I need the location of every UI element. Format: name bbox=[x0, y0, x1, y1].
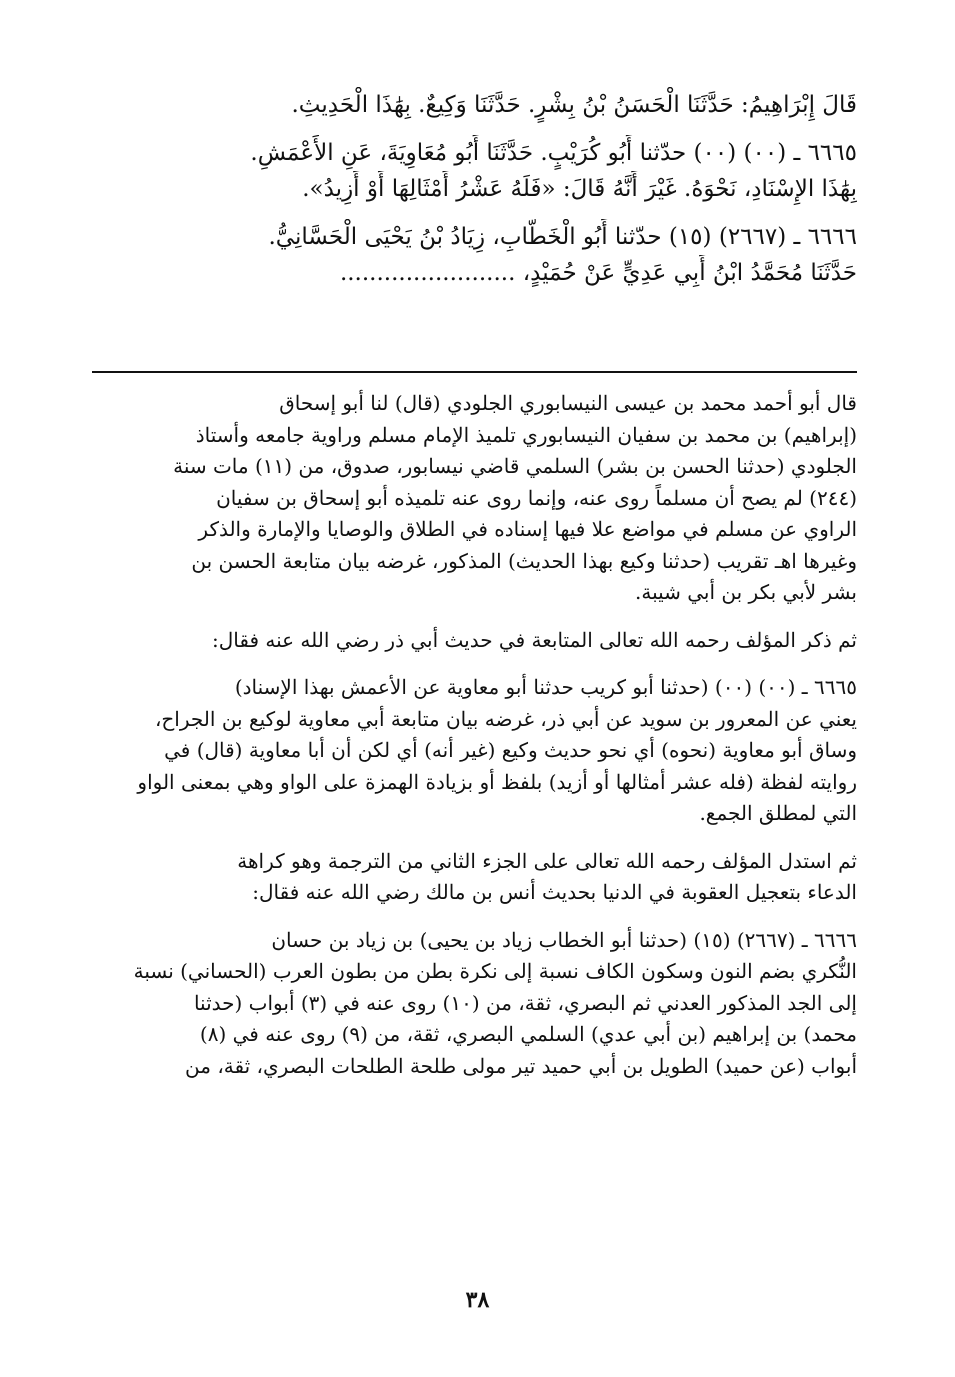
commentary-line: ثم ذكر المؤلف رحمه الله تعالى المتابعة في حديث أبي ذر رضي الله عنه فقال: bbox=[211, 627, 857, 652]
commentary-line: وساق أبو معاوية (نحوه) أي نحو حديث وكيع (غير أنه) أي لكن أن أبا معاوية (قال) في bbox=[164, 738, 857, 762]
commentary-line: الراوي عن مسلم في مواضع علا فيها إسناده في الطلاق والوصايا والإمارة والذكر bbox=[198, 517, 857, 541]
commentary-line: الجلودي (حدثنا الحسن بن بشر) السلمي قاضي نيسابور، صدوق، من (١١) مات سنة bbox=[173, 454, 857, 478]
main-text-line: ٦٦٦٥ ـ (٠٠) (٠٠) حدّثنا أَبُو كُرَيْبٍ. حَدَّثَنَا أَبُو مُعَاوِيَةَ، عَنِ الأَعْمَشِ. bbox=[250, 140, 857, 166]
commentary-line: (٢٤٤) لم يصح أن مسلماً روى عنه، وإنما روى عنه تلميذه أبو إسحاق بن سفيان bbox=[216, 485, 857, 510]
commentary-line: التي لمطلق الجمع. bbox=[699, 801, 857, 825]
commentary-text bbox=[92, 388, 857, 1082]
main-text-line: حَدَّثَنَا مُحَمَّدُ ابْنُ أَبِي عَدِيٍّ عَنْ حُمَيْدٍ، ........................ bbox=[339, 260, 857, 286]
main-text-line: ٦٦٦٦ ـ (٢٦٦٧) (١٥) حدّثنا أَبُو الْخَطَّابِ، زِيَادُ بْنُ يَحْيَى الْحَسَّانِيُّ. bbox=[268, 224, 857, 250]
commentary-line: بشر لأبي بكر بن أبي شيبة. bbox=[634, 580, 857, 604]
commentary-line: ٦٦٦٦ ـ (٢٦٦٧) (١٥) (حدثنا أبو الخطاب زياد بن يحيى) بن زياد بن حسان bbox=[271, 927, 857, 952]
section-divider bbox=[92, 371, 857, 373]
hadith-main-text bbox=[92, 87, 857, 291]
commentary-line: يعني عن المعرور بن سويد عن أبي ذر، غرضه بيان متابعة أبي معاوية لوكيع بن الجراح، bbox=[154, 706, 857, 731]
commentary-line: قال أبو أحمد محمد بن عيسى النيسابوري الجلودي (قال) لنا أبو إسحاق bbox=[279, 391, 857, 415]
commentary-line: وغيرها اهـ تقريب (حدثنا وكيع بهذا الحديث) المذكور، غرضه بيان متابعة الحسن بن bbox=[191, 548, 857, 573]
commentary-line: أبواب (عن حميد) الطويل بن أبي حميد تير مولى طلحة الطلحات البصري، ثقة، من bbox=[185, 1053, 857, 1078]
commentary-line: الدعاء بتعجيل العقوبة في الدنيا بحديث أنس بن مالك رضي الله عنه فقال: bbox=[252, 880, 857, 904]
commentary-line: ٦٦٦٥ ـ (٠٠) (٠٠) (حدثنا أبو كريب حدثنا أبو معاوية عن الأعمش بهذا الإسناد) bbox=[234, 675, 857, 699]
main-text-line: قَالَ إِبْرَاهِيمُ: حَدَّثَنَا الْحَسَنُ بْنُ بِشْرٍ. حَدَّثَنَا وَكِيعٌ. بِهَٰذَا الْحَدِيثِ. bbox=[291, 92, 857, 118]
main-text-line: بِهَٰذَا الإِسْنَادِ، نَحْوَهُ. غَيْرَ أَنَّهُ قَالَ: «فَلَهُ عَشْرُ أَمْثَالِهَا أَوْ أَزِيدُ». bbox=[302, 176, 857, 202]
page-number: ٣٨ bbox=[465, 1287, 490, 1313]
commentary-line: ثم استدل المؤلف رحمه الله تعالى على الجزء الثاني من الترجمة وهو كراهة bbox=[237, 848, 857, 873]
commentary-line: محمد) بن إبراهيم (بن أبي عدي) السلمي البصري، ثقة، من (٩) روى عنه في (٨) bbox=[199, 1022, 857, 1046]
commentary-line: النُّكري بضم النون وسكون الكاف نسبة إلى نكرة بطن من بطون العرب (الحساني) نسبة bbox=[133, 959, 857, 983]
commentary-line: روايته لفظة (فله عشر أمثالها أو أزيد) بلفظ أو بزيادة الهمزة على الواو وهي بمعنى الواو bbox=[137, 769, 857, 794]
commentary-line: إلى الجد المذكور العدني ثم البصري، ثقة، من (١٠) روى عنه في (٣) أبواب (حدثنا bbox=[193, 990, 857, 1015]
commentary-line: (إبراهيم) بن محمد بن سفيان النيسابوري تلميذ الإمام مسلم وراوية جامعه وأستاذ bbox=[195, 422, 857, 447]
